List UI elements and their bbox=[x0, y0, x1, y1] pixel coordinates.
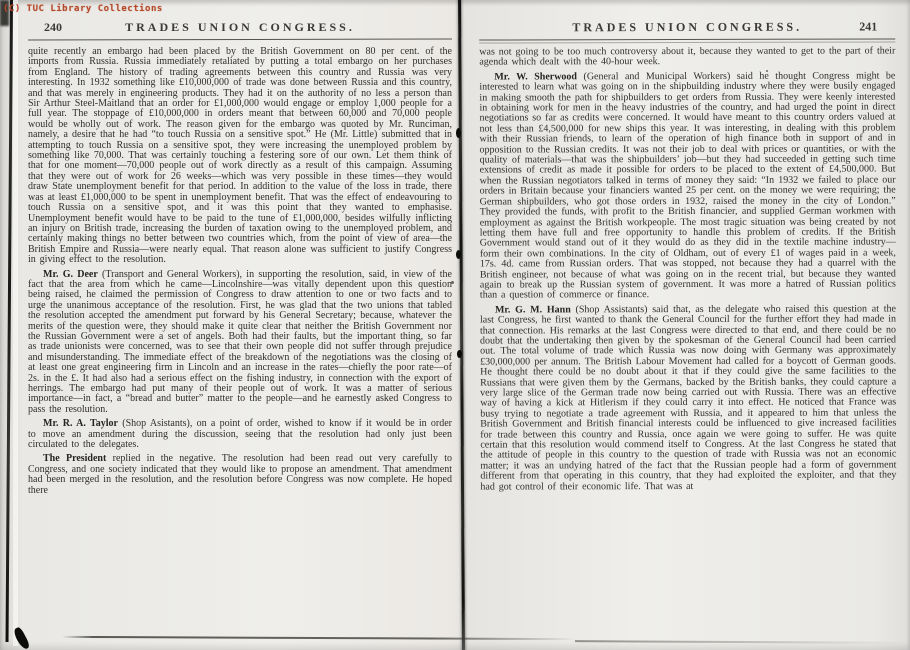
book-gutter-line bbox=[458, 0, 465, 650]
speaker-name: The President bbox=[43, 453, 107, 465]
page-left-edge-line bbox=[6, 0, 13, 642]
watermark: (C) TUC Library Collections bbox=[3, 4, 163, 14]
header-rule bbox=[28, 38, 452, 40]
right-page bbox=[479, 0, 897, 650]
running-title: TRADES UNION CONGRESS. bbox=[572, 19, 803, 35]
right-page-header bbox=[479, 19, 895, 35]
gutter-ink-blob bbox=[456, 128, 461, 138]
running-title: TRADES UNION CONGRESS. bbox=[125, 20, 355, 34]
right-page-body bbox=[479, 46, 896, 492]
speaker-name: Mr. R. A. Taylor bbox=[43, 418, 118, 430]
speaker-name: Mr. G. Deer bbox=[43, 268, 98, 280]
page-edge-highlight bbox=[13, 0, 18, 646]
paragraph: The President replied in the negative. The resolution had been read out very carefully to Congress, and one society indicated that they would like to propose an amendment. That amendment had been merged in the resolution, and the resolution before Congress was now complete. He hoped there bbox=[28, 453, 452, 496]
speaker-name: Mr. G. M. Hann bbox=[494, 304, 571, 316]
page-number: 241 bbox=[859, 19, 878, 34]
paragraph: was not going to be too much controversy about it, because they wanted to get to the part of their agenda which dealt with the 40-hour week. bbox=[479, 45, 896, 68]
gutter-ink-blob bbox=[457, 350, 462, 358]
header-rule bbox=[479, 38, 895, 40]
paragraph: Mr. G. Deer (Transport and General Workers), in supporting the resolution, said, in view of the fact that the area from which he came—Lincolnshire—was vitally dependent upon this question being raised, he claimed the permission of Congress to draw attention to one or two facts and to urge the unanimous acceptance of the resolution. First, he was glad that the two unions that tabled the resolution accepted the amendment put forward by his General Secretary; because, whatever the merits of the question were, they should make it quite clear that neither the British Government nor the Russian Government were a set of angels. Both had their faults, but the important thing, so far as trade unionists were concerned, was to see that their own people did not suffer through prejudice and misunderstanding. The immediate effect of the breakdown of the negotiations was the closing of at least one great engineering firm in Lincoln and an increase in the rates—chiefly the poor rate—of 2s. in the £. It had also had a serious effect on the fishing industry, in connection with the export of herrings. The embargo had put many of their people out of work. It was a matter of serious importance—in fact, a “bread and butter” matter to the people—and he earnestly asked Congress to pass the resolution. bbox=[28, 268, 452, 415]
paragraph: Mr. W. Sherwood (General and Municipal Workers) said he thought Congress might be interested to learn what was going on in the shipbuilding industry where they were busily engaged in making smooth the path for shipbuilders to get orders from Russia. They were keenly interested in obtaining work for men in the heavy industries of the country, and had urged the point in direct negotiations so far as credits were concerned. It would have meant to this country orders valued at not less than £4,500,000 for new ships this year. It was interesting, in dealing with this problem with their Russian friends, to learn of the operation of high finance both in support of and in opposition to the Russian credits. It was not their job to deal with prices or quantities, or with the quality of materials—that was the shipbuilders’ job—but they had succeeded in getting such time extensions of credit as made it possible for orders to be placed to the extent of £4,500,000. But when the Russian negotiators talked in terms of money they said: “In 1932 we failed to place our orders in Britain because your financiers wanted 25 per cent. on the money we were requiring; the German shipbuilders, who got those orders in 1932, raised the money in the city of London.” They provided the funds, with profit to the British financier, and supplied German workmen with employment as against the British workpeople. The most tragic situation was being created by not letting them have full and free opportunity to handle this problem of credits. If the British Government would stand out of it they would do as they did in the textile machine industry—form their own combinations. In the city of Oldham, out of every £1 of wages paid in a week, 17s. 4d. came from Russian orders. That was stopped, not because they had a quarrel with the British engineer, not because of what was going on in the recent trial, but because they wanted again to break up the Russian system of government. It was more a hatred of Russian politics than a question of commerce or finance. bbox=[479, 70, 896, 301]
speaker-name: Mr. W. Sherwood bbox=[494, 71, 578, 83]
paragraph: Mr. G. M. Hann (Shop Assistants) said that, as the delegate who raised this question at the last Congress, he first wanted to thank the General Council for the further effort they had made in that connection. His remarks at the last Congress were directed to that end, and there could be no doubt that the undertaking then given by the spokesman of the General Council had been carried out. The total volume of trade which Russia was now doing with Germany was approximately £30,000,000 per annum. The British Labour Movement had called for a boycott of German goods. He thought there could be no doubt about it that if they could give the same facilities to the Russians that were given them by the Germans, backed by the British banks, they could capture a very large slice of the German trade now being carried out with Russia. There was an effective way of having a kick at Hitlerism if they could carry it into effect. He noticed that France was busy trying to negotiate a trade agreement with Russia, and it appeared to him that unless the British Government and British financial interests could be influenced to give increased facilities for trade between this country and Russia, once again we were going to suffer. He was quite certain that this resolution would commend itself to Congress. At the last Congress he stated that the attitude of people in this country to the question of trade with Russia was not an economic matter; it was an undying hatred of the fact that the Russian people had a form of government different from that operating in this country, that they had exploited the exploiter, and that they had got control of their economic life. That was at bbox=[479, 303, 897, 493]
left-page bbox=[28, 0, 452, 650]
left-page-header bbox=[28, 20, 452, 35]
paragraph: Mr. R. A. Taylor (Shop Asistants), on a point of order, wished to know if it would be in order to move an amendment during the discussion, seeing that the resolution had only just been circulated to the delegates. bbox=[28, 418, 453, 451]
gutter-ink-blob bbox=[456, 250, 461, 259]
page-number: 240 bbox=[44, 20, 62, 34]
left-page-body bbox=[28, 47, 452, 496]
paragraph: quite recently an embargo had been placed by the British Government on 80 per cent. of the imports from Russia. Russia immediately retaliated by putting a total embargo on her purchases from England. The history of trading agreements between this country and Russia was very interesting. In 1932 something like £10,000,000 of trade was done between Russia and this country, and that was merely in engineering products. They had it on the authority of no less a person than Sir Arthur Steel-Maitland that an order for £1,000,000 would engage or employ 1,000 people for a full year. The stoppage of £10,000,000 in orders meant that between 60,000 and 70,000 people would be wholly out of work. The reason given for the embargo was quoted by Mr. Runciman, namely, a desire that he had “to touch Russia on a sensitive spot.” He (Mr. Little) submitted that in attempting to touch Russia on a sensitive spot, they were increasing the unemployed problem by something like 70,000. That was certainly touching a festering sore of our own. Let them think of that for one moment—70,000 people out of work directly as a result of this campaign. Assuming that they were out of work for 26 weeks—which was very possible in these times—they would draw State unemployment benefit for that period. In addition to the value of the loss in trade, there was at least £1,000,000 to be spent in unemployment benefit. That was the effect of endeavouring to touch Russia on a sensitive spot, and it was this point that they wanted to emphasise. Unemployment benefit would have to be paid to the tune of £1,000,000, besides wilfully inflicting an injury on British trade, increasing the burden of taxation owing to the unemployed problem, and certainly making things no better between two countries which, from the point of view of area—the British Empire and Russia—were nearly equal. That reason alone was sufficient to justify Congress in giving effect to the resolution. bbox=[28, 46, 452, 266]
